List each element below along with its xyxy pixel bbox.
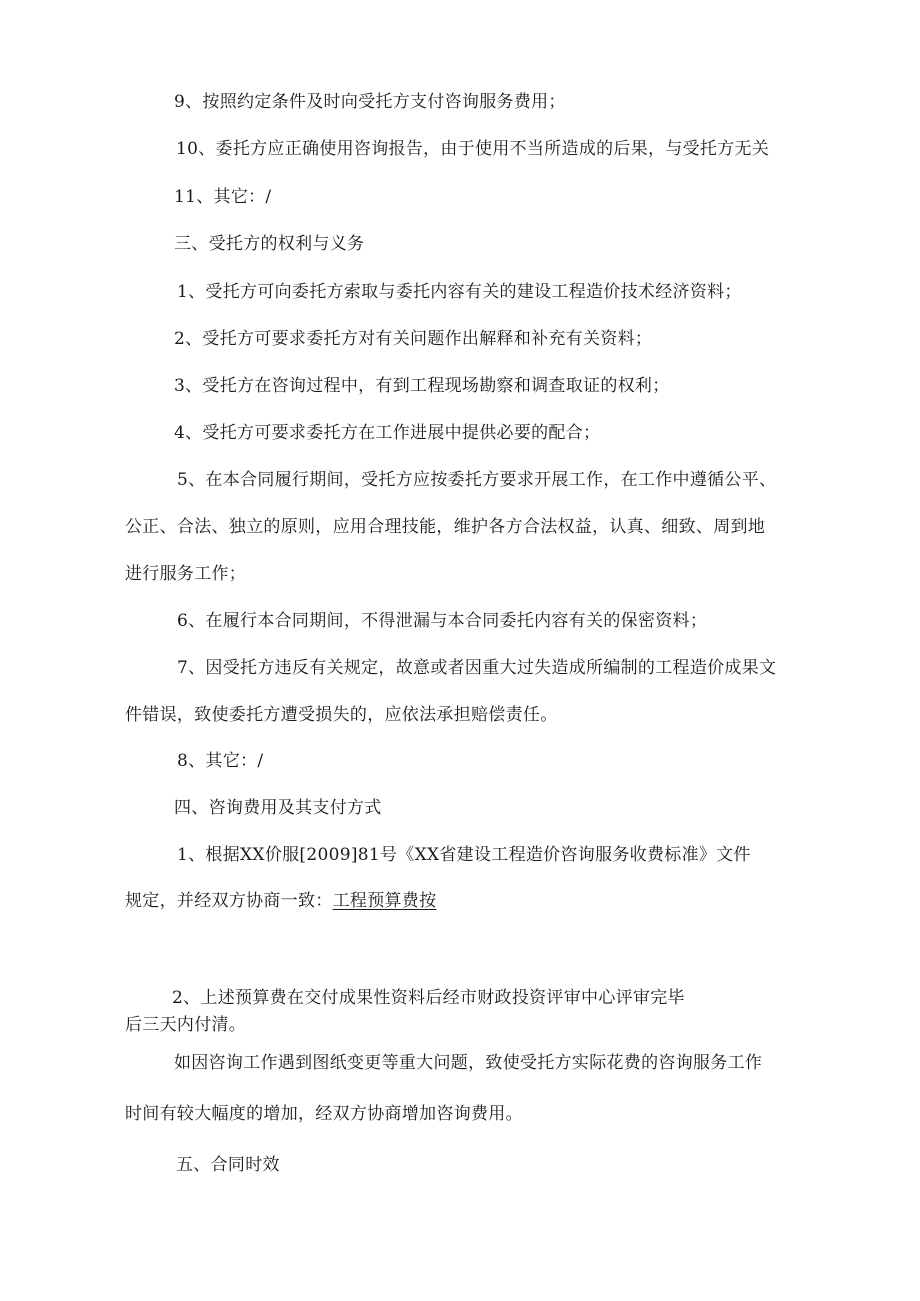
section-heading-5: 五、合同时效	[176, 1155, 280, 1175]
right-clause-4: 4、受托方可要求委托方在工作进展中提供必要的配合；	[174, 423, 601, 443]
fee-clause-3-line-1: 如因咨询工作遇到图纸变更等重大问题，致使受托方实际花费的咨询服务工作	[174, 1053, 763, 1073]
fee-clause-1-line-1: 1、根据XX价服[2009]81号《XX省建设工程造价咨询服务收费标准》文件	[177, 845, 751, 865]
right-clause-5-line-2: 公正、合法、独立的原则，应用合理技能，维护各方合法权益，认真、细致、周到地	[125, 517, 766, 537]
fee-clause-2-line-1: 2、上述预算费在交付成果性资料后经市财政投资评审中心评审完毕	[172, 988, 685, 1008]
right-clause-7-line-2: 件错误，致使委托方遭受损失的，应依法承担赔偿责任。	[125, 705, 558, 725]
right-clause-6: 6、在履行本合同期间，不得泄漏与本合同委托内容有关的保密资料；	[177, 611, 708, 631]
right-clause-5-line-1: 5、在本合同履行期间，受托方应按委托方要求开展工作，在工作中遵循公平、	[177, 470, 777, 490]
clause-11: 11、其它：/	[174, 187, 272, 207]
section-heading-3: 三、受托方的权利与义务	[174, 234, 365, 254]
right-clause-1: 1、受托方可向委托方索取与委托内容有关的建设工程造价技术经济资料；	[177, 282, 742, 302]
fee-clause-1-line-2	[125, 891, 436, 911]
fee-clause-3-line-2: 时间有较大幅度的增加，经双方协商增加咨询费用。	[125, 1104, 523, 1124]
fee-clause-1-underlined-term: 工程预算费按	[332, 891, 437, 911]
fee-clause-2-line-2: 后三天内付清。	[125, 1015, 247, 1035]
right-clause-7-line-1: 7、因受托方违反有关规定，故意或者因重大过失造成所编制的工程造价成果文	[177, 658, 777, 678]
right-clause-8: 8、其它：/	[177, 751, 264, 771]
right-clause-5-line-3: 进行服务工作；	[125, 564, 247, 584]
right-clause-3: 3、受托方在咨询过程中，有到工程现场勘察和调查取证的权利；	[174, 376, 670, 396]
section-heading-4: 四、咨询费用及其支付方式	[174, 798, 382, 818]
clause-9: 9、按照约定条件及时向受托方支付咨询服务费用；	[174, 92, 566, 112]
right-clause-2: 2、受托方可要求委托方对有关问题作出解释和补充有关资料；	[174, 329, 653, 349]
fee-clause-1-prefix: 规定，并经双方协商一致：	[125, 891, 333, 911]
clause-10: 10、委托方应正确使用咨询报告，由于使用不当所造成的后果，与受托方无关	[176, 139, 770, 159]
